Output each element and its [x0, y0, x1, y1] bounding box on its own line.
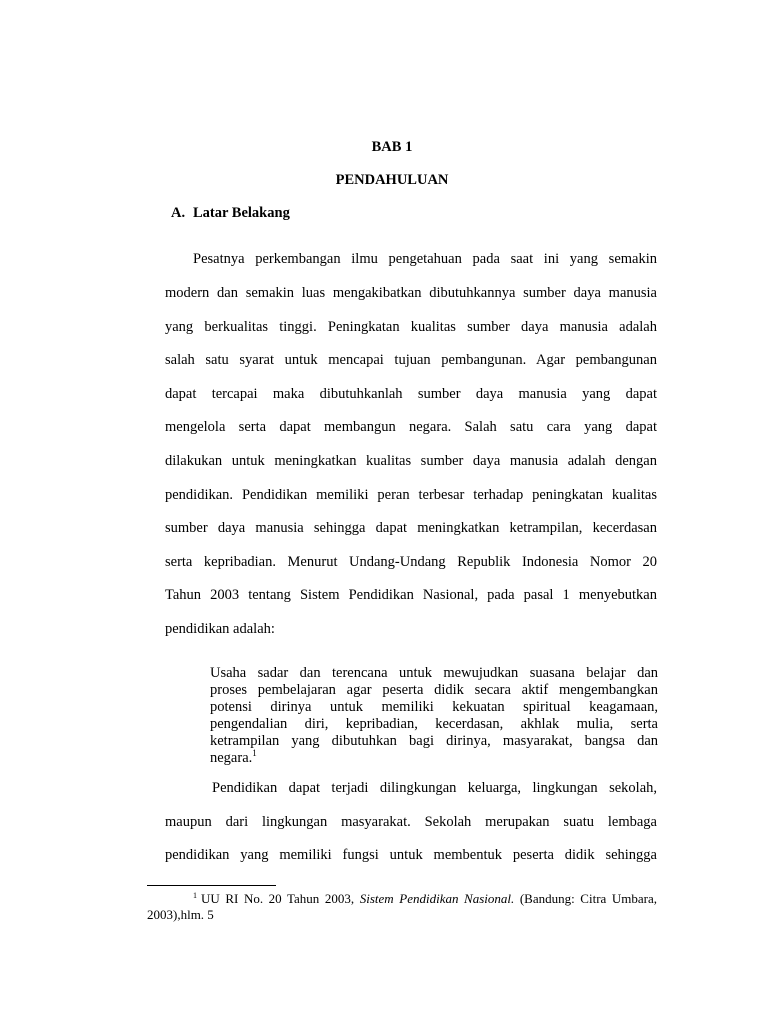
paragraph-line: Tahun 2003 tentang Sistem Pendidikan Nasional, pada pasal 1 menyebutkan: [165, 587, 657, 603]
footnote-line-1: [193, 891, 657, 907]
footnote-number: 1: [193, 891, 197, 900]
quote-text: negara.: [210, 750, 253, 766]
quote-line: proses pembelajaran agar peserta didik secara aktif mengembangkan: [210, 682, 658, 698]
paragraph-line: mengelola serta dapat membangun negara. Salah satu cara yang dapat: [165, 419, 657, 435]
quote-line: potensi dirinya untuk memiliki kekuatan spiritual keagamaan,: [210, 699, 658, 715]
paragraph-line: salah satu syarat untuk mencapai tujuan pembangunan. Agar pembangunan: [165, 352, 657, 368]
paragraph-line: pendidikan adalah:: [165, 621, 275, 637]
footnote-title: Sistem Pendidikan Nasional.: [359, 891, 515, 906]
paragraph-line: modern dan semakin luas mengakibatkan dibutuhkannya sumber daya manusia: [165, 285, 657, 301]
quote-line: pengendalian diri, kepribadian, kecerdasan, akhlak mulia, serta: [210, 716, 658, 732]
footnote-text-before: UU RI No. 20 Tahun 2003,: [201, 891, 360, 906]
paragraph-line: dilakukan untuk meningkatkan kualitas sumber daya manusia adalah dengan: [165, 453, 657, 469]
paragraph-line: yang berkualitas tinggi. Peningkatan kualitas sumber daya manusia adalah: [165, 319, 657, 335]
footnote-text-after: (Bandung: Citra Umbara,: [514, 891, 657, 906]
footnote-reference[interactable]: 1: [252, 748, 257, 758]
paragraph-line: Pesatnya perkembangan ilmu pengetahuan pada saat ini yang semakin: [193, 251, 657, 267]
section-heading: [171, 204, 290, 222]
paragraph-line: maupun dari lingkungan masyarakat. Sekolah merupakan suatu lembaga: [165, 814, 657, 830]
paragraph-line: Pendidikan dapat terjadi dilingkungan keluarga, lingkungan sekolah,: [212, 780, 657, 796]
quote-line: Usaha sadar dan terencana untuk mewujudkan suasana belajar dan: [210, 665, 658, 681]
section-marker: A.: [171, 205, 186, 221]
paragraph-line: dapat tercapai maka dibutuhkanlah sumber daya manusia yang dapat: [165, 386, 657, 402]
quote-line-last: [210, 750, 658, 767]
paragraph-line: serta kepribadian. Menurut Undang-Undang Republik Indonesia Nomor 20: [165, 554, 657, 570]
paragraph-line: pendidikan yang memiliki fungsi untuk membentuk peserta didik sehingga: [165, 847, 657, 863]
paragraph-line: pendidikan. Pendidikan memiliki peran terbesar terhadap peningkatan kualitas: [165, 487, 657, 503]
chapter-number: BAB 1: [371, 139, 413, 155]
chapter-title: PENDAHULUAN: [335, 172, 449, 188]
section-title: Latar Belakang: [193, 205, 290, 221]
quote-line: ketrampilan yang dibutuhkan bagi dirinya, masyarakat, bangsa dan: [210, 733, 658, 749]
footnote-separator: [147, 885, 276, 886]
paragraph-line: sumber daya manusia sehingga dapat meningkatkan ketrampilan, kecerdasan: [165, 520, 657, 536]
footnote-line-2: 2003),hlm. 5: [147, 907, 214, 922]
